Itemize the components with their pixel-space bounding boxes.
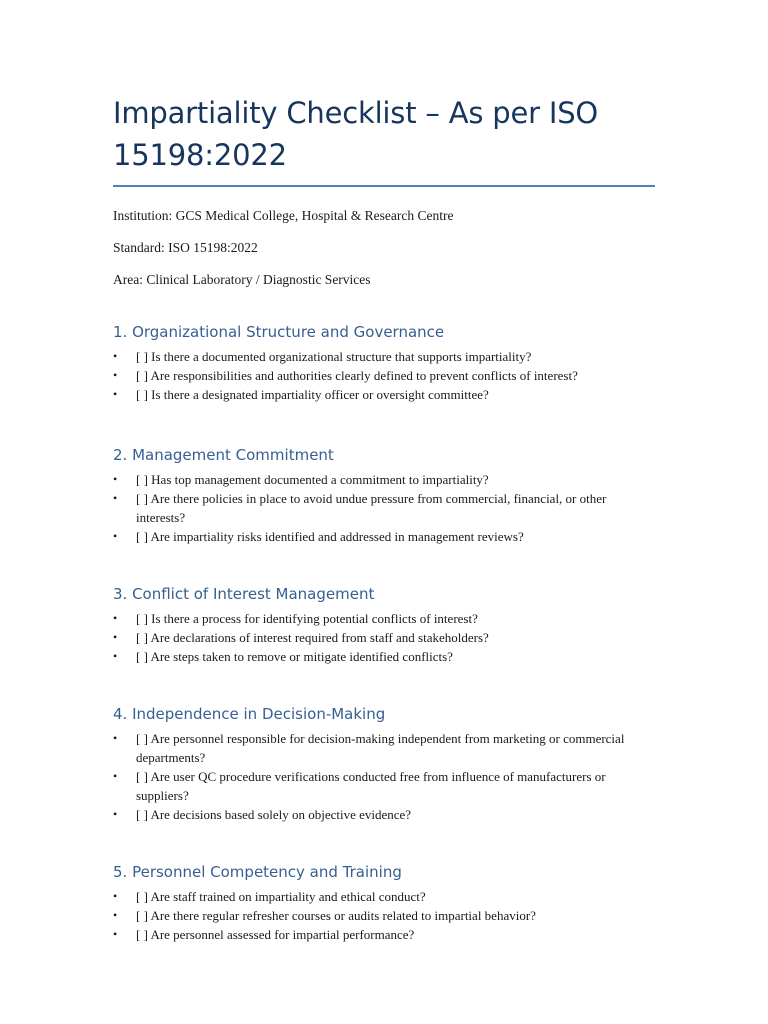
bullet-icon: • bbox=[113, 807, 118, 821]
checklist-item-text: [ ] Are staff trained on impartiality and ethical conduct? bbox=[136, 889, 426, 904]
section-heading: 4. Independence in Decision-Making bbox=[113, 705, 386, 723]
checklist-item bbox=[113, 925, 656, 944]
checklist-item-text: [ ] Is there a designated impartiality officer or oversight committee? bbox=[136, 387, 489, 402]
bullet-icon: • bbox=[113, 349, 118, 363]
checklist-item bbox=[113, 647, 656, 666]
section-heading: 3. Conflict of Interest Management bbox=[113, 585, 375, 603]
page-title: Impartiality Checklist – As per ISO 15198:2022 bbox=[113, 96, 599, 172]
checklist-item bbox=[113, 729, 656, 767]
institution-line: Institution: GCS Medical College, Hospital & Research Centre bbox=[113, 208, 454, 223]
checklist-item bbox=[113, 887, 656, 906]
checklist-item bbox=[113, 609, 656, 628]
checklist-item-text: [ ] Is there a process for identifying potential conflicts of interest? bbox=[136, 611, 478, 626]
standard-line: Standard: ISO 15198:2022 bbox=[113, 240, 258, 255]
checklist bbox=[113, 729, 656, 824]
checklist-item-text: [ ] Are there regular refresher courses or audits related to impartial behavior? bbox=[136, 908, 536, 923]
bullet-icon: • bbox=[113, 889, 118, 903]
area-line: Area: Clinical Laboratory / Diagnostic Services bbox=[113, 272, 371, 287]
title-underline bbox=[113, 185, 655, 187]
section-heading: 2. Management Commitment bbox=[113, 446, 334, 464]
checklist-item-text: [ ] Has top management documented a commitment to impartiality? bbox=[136, 472, 489, 487]
bullet-icon: • bbox=[113, 611, 118, 625]
checklist-item-text: [ ] Is there a documented organizational structure that supports impartiality? bbox=[136, 349, 532, 364]
bullet-icon: • bbox=[113, 927, 118, 941]
checklist bbox=[113, 347, 656, 404]
checklist-item bbox=[113, 527, 656, 546]
checklist-item bbox=[113, 906, 656, 925]
checklist-item-text: [ ] Are steps taken to remove or mitigate identified conflicts? bbox=[136, 649, 453, 664]
checklist-item-text: [ ] Are personnel assessed for impartial performance? bbox=[136, 927, 415, 942]
checklist-item bbox=[113, 805, 656, 824]
checklist-item-text: [ ] Are there policies in place to avoid undue pressure from commercial, financial, or other interests? bbox=[136, 491, 607, 525]
checklist-item-text: [ ] Are user QC procedure verifications conducted free from influence of manufacturers or suppliers? bbox=[136, 769, 606, 803]
checklist-item bbox=[113, 347, 656, 366]
bullet-icon: • bbox=[113, 769, 118, 783]
checklist-item-text: [ ] Are decisions based solely on objective evidence? bbox=[136, 807, 412, 822]
checklist-item-text: [ ] Are responsibilities and authorities clearly defined to prevent conflicts of interest? bbox=[136, 368, 578, 383]
bullet-icon: • bbox=[113, 649, 118, 663]
bullet-icon: • bbox=[113, 368, 118, 382]
section-heading: 5. Personnel Competency and Training bbox=[113, 863, 402, 881]
checklist-item bbox=[113, 470, 656, 489]
checklist bbox=[113, 609, 656, 666]
checklist bbox=[113, 470, 656, 546]
checklist-item bbox=[113, 366, 656, 385]
checklist-item bbox=[113, 628, 656, 647]
section-heading: 1. Organizational Structure and Governance bbox=[113, 323, 445, 341]
checklist-item bbox=[113, 489, 656, 527]
bullet-icon: • bbox=[113, 529, 118, 543]
bullet-icon: • bbox=[113, 491, 118, 505]
checklist-item bbox=[113, 385, 656, 404]
checklist-item bbox=[113, 767, 656, 805]
checklist-item-text: [ ] Are declarations of interest required from staff and stakeholders? bbox=[136, 630, 489, 645]
bullet-icon: • bbox=[113, 472, 118, 486]
bullet-icon: • bbox=[113, 908, 118, 922]
checklist bbox=[113, 887, 656, 944]
bullet-icon: • bbox=[113, 630, 118, 644]
checklist-item-text: [ ] Are impartiality risks identified and addressed in management reviews? bbox=[136, 529, 524, 544]
bullet-icon: • bbox=[113, 387, 118, 401]
checklist-item-text: [ ] Are personnel responsible for decision-making independent from marketing or commercial departments? bbox=[136, 731, 625, 765]
bullet-icon: • bbox=[113, 731, 118, 745]
